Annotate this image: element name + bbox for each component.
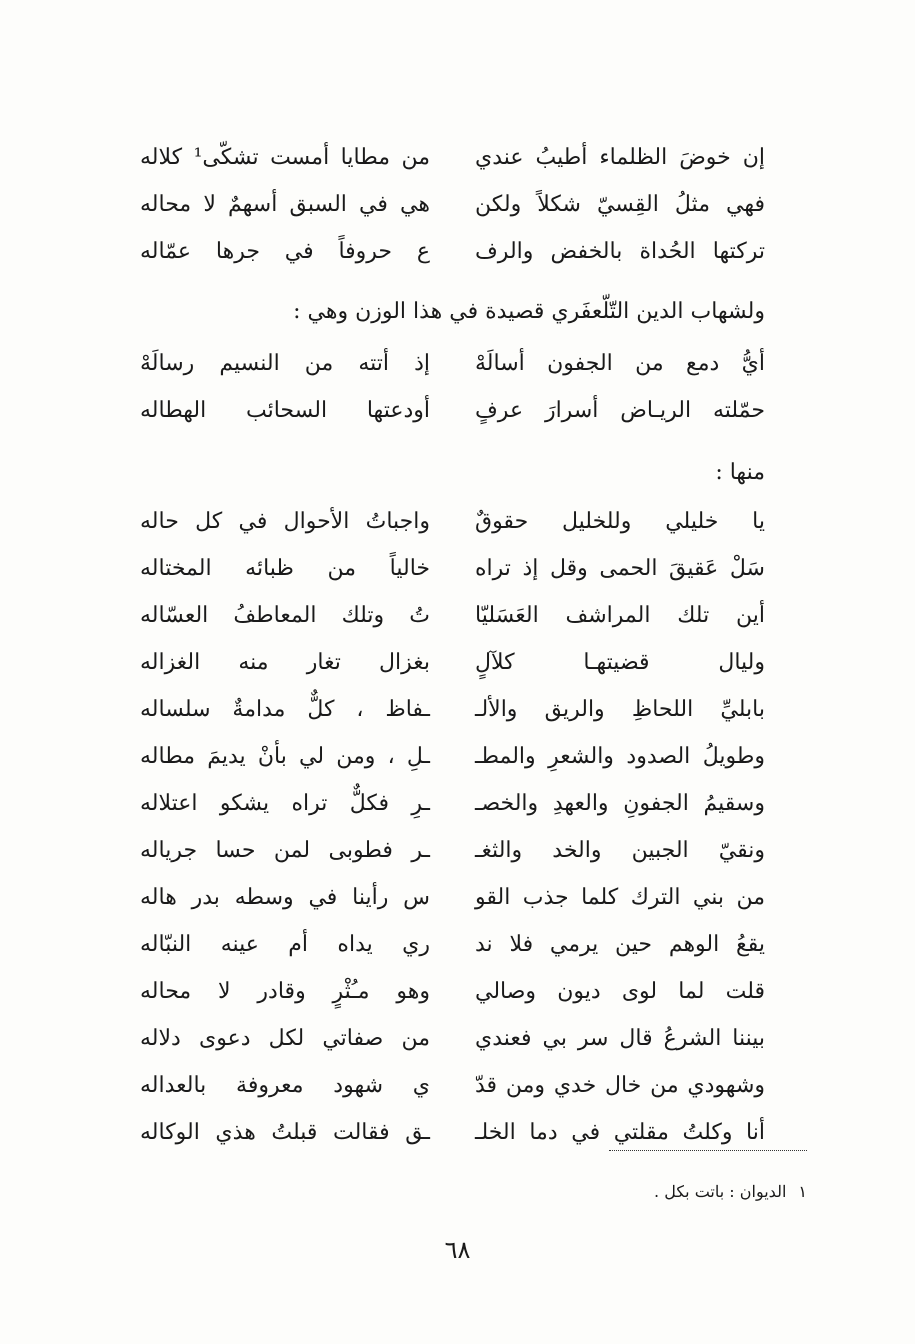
verse-first-hemistich: وشهودي من خال خدي ومن قدّ [475,1073,765,1098]
verse [140,1066,765,1113]
verse [140,878,765,925]
intro-line: ولشهاب الدين التّلّعفَري قصيدة في هذا الوزن وهي : [293,299,765,324]
verse [140,1113,765,1160]
verse-second-hemistich: ع حروفاً في جرها عمّاله [140,239,430,264]
verse-first-hemistich: يقعُ الوهم حين يرمي فلا ند [475,932,765,957]
verse-first-hemistich: من بني الترك كلما جذب القو [475,885,765,910]
verse-second-hemistich: إذ أتته من النسيم رسالَهْ [140,351,430,376]
verse [140,502,765,549]
poem-stanza-1 [140,138,765,279]
verse-first-hemistich: تركتها الحُداة بالخفض والرف [475,239,765,264]
verse-first-hemistich: بيننا الشرعُ قال سر بي فعندي [475,1026,765,1051]
verse-first-hemistich: حمّلته الريـاض أسرارَ عرفٍ [475,398,765,423]
verse [140,391,765,438]
verse-first-hemistich: فهي مثلُ القِسيّ شكلاً ولكن [475,192,765,217]
page-number: ٦٨ [444,1236,471,1264]
footnote-number: ١ [798,1182,807,1201]
verse [140,596,765,643]
verse-second-hemistich: تُ وتلك المعاطفُ العسّاله [140,603,430,628]
verse-first-hemistich: وسقيمُ الجفونِ والعهدِ والخصـ [475,791,765,816]
verse-first-hemistich: بابليِّ اللحاظِ والريق والألـ [475,697,765,722]
verse [140,643,765,690]
verse-first-hemistich: أيُّ دمع من الجفون أسالَهْ [475,351,765,376]
verse-first-hemistich: يا خليلي وللخليل حقوقٌ [475,509,765,534]
verse [140,784,765,831]
minha-line: منها : [715,460,765,485]
verse-second-hemistich: من صفاتي لكل دعوى دلاله [140,1026,430,1051]
verse-second-hemistich: ـلِ ، ومن لي بأنْ يديمَ مطاله [140,744,430,769]
verse-second-hemistich: ي شهود معروفة بالعداله [140,1073,430,1098]
footnote-divider [609,1150,807,1151]
verse-first-hemistich: ونقيّ الجبين والخد والثغـ [475,838,765,863]
verse-first-hemistich: أين تلك المراشف العَسَليّا [475,603,765,628]
verse [140,831,765,878]
verse-second-hemistich: ـرِ فكلٌّ تراه يشكو اعتلاله [140,791,430,816]
verse-first-hemistich: إن خوضَ الظلماء أطيبُ عندي [475,145,765,170]
verse-first-hemistich: وليال قضيتهـا كلآلٍ [475,650,765,675]
verse [140,737,765,784]
verse-second-hemistich: هي في السبق أسهمٌ لا محاله [140,192,430,217]
footnote-text: الديوان : باتت بكل . [654,1182,787,1201]
verse-second-hemistich: ـفاظ ، كلٌّ مدامةٌ سلساله [140,697,430,722]
verse-second-hemistich: ري يداه أم عينه النبّاله [140,932,430,957]
verse [140,972,765,1019]
verse-second-hemistich: خالياً من ظبائه المختاله [140,556,430,581]
verse-second-hemistich: بغزال تغار منه الغزاله [140,650,430,675]
verse [140,1019,765,1066]
footnote [654,1178,807,1206]
verse [140,138,765,185]
verse-second-hemistich: ـق فقالت قبلتُ هذي الوكاله [140,1120,430,1145]
verse [140,690,765,737]
verse [140,549,765,596]
verse-second-hemistich: أودعتها السحائب الهطاله [140,398,430,423]
poem-stanza-3 [140,502,765,1160]
verse-second-hemistich: س رأينا في وسطه بدر هاله [140,885,430,910]
verse-first-hemistich: سَلْ عَقيقَ الحمى وقل إذ تراه [475,556,765,581]
verse [140,232,765,279]
verse [140,925,765,972]
verse-first-hemistich: أنا وكلتُ مقلتي في دما الخلـ [475,1120,765,1145]
verse-first-hemistich: وطويلُ الصدود والشعرِ والمطـ [475,744,765,769]
verse-first-hemistich: قلت لما لوى ديون وصالي [475,979,765,1004]
verse [140,344,765,391]
verse [140,185,765,232]
verse-second-hemistich: واجباتُ الأحوال في كل حاله [140,509,430,534]
verse-second-hemistich: وهو مـُثْرٍ وقادر لا محاله [140,979,430,1004]
poem-stanza-2 [140,344,765,438]
verse-second-hemistich: ـر فطوبى لمن حسا جرياله [140,838,430,863]
verse-second-hemistich: من مطايا أمست تشكّى¹ كلاله [140,145,431,170]
